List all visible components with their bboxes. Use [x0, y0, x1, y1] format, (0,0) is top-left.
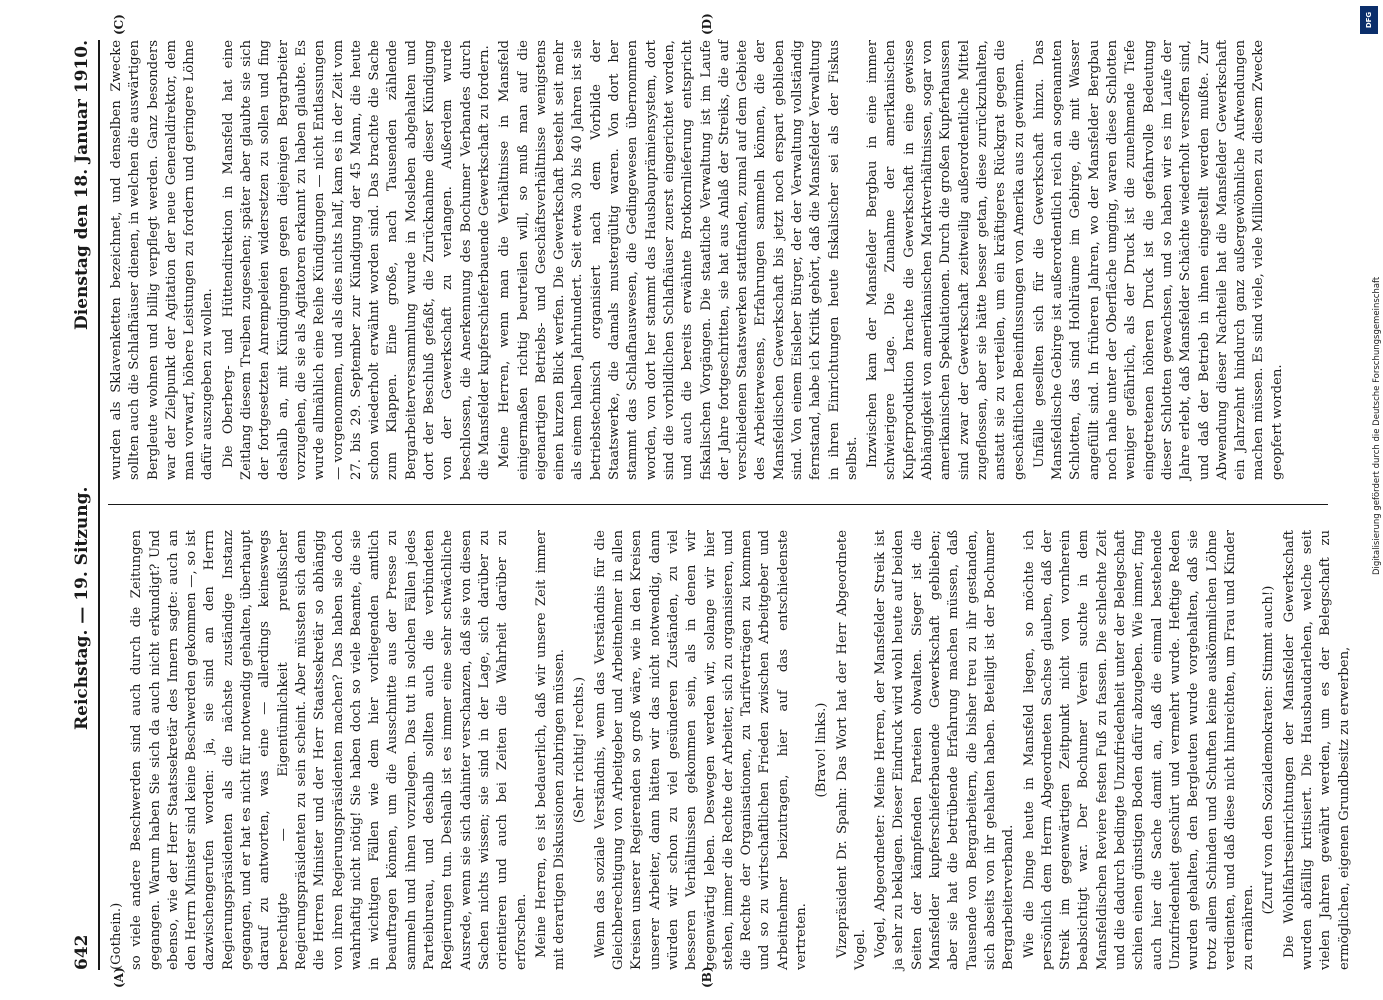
paragraph: wurden als Sklavenketten bezeichnet, und denselben Zwecke sollten auch die Schlafhäuser dienen, in welchen die auswärtigen Bergleute wohnen und billig verpflegt werden. Ganz besonders war der Zielpunkt der Agitation der neue Generaldirektor, dem man vorwarf, höhere Leistungen zu fordern und geringere Löhne dafür auszugeben zu wollen. — [109, 40, 216, 480]
column-divider — [108, 504, 1328, 505]
page-header — [70, 40, 100, 970]
paragraph: so viele andere Beschwerden sind auch durch die Zeitungen gegangen. Warum haben Sie sich da auch nicht erkundigt? Und ebenso, wie der Herr Staatssekretär des Innern sagte: auch an den Herrn Minister sind keine Beschwerden gekommen —, so ist dazwischengerufen worden: ja, sie sind an den Herrn Regierungspräsidenten als die nächste zuständige Instanz gegangen, und er hat es nicht für notwendig gehalten, überhaupt darauf zu antworten, was eine — allerdings keineswegs berechtigte — Eigentümlichkeit preußischer Regierungspräsidenten zu sein scheint. Aber müssten sich denn die Herren Minister und der Herr Staatssekretär so abhängig von ihren Regierungspräsidenten machen? Das haben sie doch wahrhaftig nicht nötig! Sie haben doch so viele Beamte, die sie in wichtigen Fällen wie dem hier vorliegenden amtlich beauftragen können, um die Ausschnitte aus der Presse zu sammeln und ihnen vorzulegen. Das tut in solchen Fällen jedes Parteibureau, und deshalb sollten auch die verbündeten Regierungen tun. Deshalb ist es immer eine sehr schwächliche Ausrede, wenn sie sich dahinter verschanzen, daß sie von diesen Sachen nichts wissen; sie sind in der Lage, sich darüber zu orientieren und auch bei Zeiten die Wahrheit darüber zu erforschen. — [129, 530, 529, 970]
left-column — [108, 530, 1352, 970]
paragraph: Unfälle gesellten sich für die Gewerkschaft hinzu. Das Mansfeldische Gebirge ist außerordentlich reich an sogenannten Schlotten, das sind Hohlräume im Gebirge, die mit Wasser angefüllt sind. In früheren Jahren, wo der Mansfelder Bergbau noch nahe unter der Oberfläche umging, waren diese Schlotten weniger gefährlich, als der Druck ist die zunehmende Tiefe eingetretenen höheren Druck ist die gefahrvolle Bedeutung dieser Schlotten gewachsen, und so haben wir es im Laufe der Jahre erlebt, daß Mansfelder Schächte wiederholt versoffen sind, und daß der Betrieb in ihnen eingestellt werden mußte. Zur Abwendung dieser Nachteile hat die Mansfelder Gewerkschaft ein Jahrzehnt hindurch ganz außergewöhnliche Aufwendungen machen müssen. Es sind viele, viele Millionen zu diesem Zwecke geopfert worden. — [1031, 40, 1285, 480]
right-column — [108, 40, 1328, 480]
paragraph: Wenn das soziale Verständnis, wenn das Verständnis für die Gleichberechtigung von Arbeitgeber und Arbeitnehmer in allen Kreisen unserer Regierenden so groß wäre, wie in den Kreisen unserer Arbeiter, dann hätten wir das nicht notwendig, dann würden wir schon zu viel gesünderen Zuständen, zu viel besseren Verhältnissen gekommen sein, als in denen wir gegenwärtig leben. Deswegen werden wir, solange wir hier stehen, immer die Rechte der Arbeiter, sich zu organisieren, und die Rechte der Organisationen, zu Tarifverträgen zu kommen und so zu wirtschaftlichen Frieden zwischen Arbeitgeber und Arbeitnehmer beizutragen, hier auf das entschiedenste vertreten. — [592, 530, 809, 970]
speaker-tag: (Gothein.) — [109, 902, 124, 970]
interjection: (Bravo! links.) — [814, 702, 830, 798]
digitization-credit: Digitalisierung gefördert durch die Deutsche Forschungsgemeinschaft — [1372, 276, 1382, 575]
page-number: 642 — [72, 934, 92, 970]
margin-marker-c: (C) — [112, 14, 126, 35]
paragraph: Die Oberberg- und Hüttendirektion in Mansfeld hat eine Zeitlang diesem Treiben zugesehen; später aber glaubte sie sich der fortgesetzten Anrempeleien widersetzen zu sollen und fing deshalb an, mit Kündigungen gegen diejenigen Bergarbeiter vorzugehen, die sie als Agitatoren erkannt zu haben glaubte. Es wurde allmählich eine Reihe Kündigungen — nicht Entlassungen — vorgenommen, und als dies nichts half, kam es in der Zeit vom 27. bis 29. September zur Kündigung der 45 Mann, die heute schon wiederholt erwähnt worden sind. Das brachte die Sache zum Klappen. Eine große, nach Tausenden zählende Bergarbeiterversammlung wurde in Mosleben abgehalten und dort der Beschluß gefaßt, die Zurücknahme dieser Kündigung von der Gewerkschaft zu verlangen. Außerdem wurde beschlossen, die Anerkennung des Bochumer Verbandes durch die Mansfelder kupferschieferbauende Gewerkschaft zu fordern. — [220, 40, 492, 480]
margin-marker-d: (D) — [700, 13, 714, 35]
paragraph: Vizepräsident Dr. Spahn: Das Wort hat der Herr Abgeordnete Vogel. — [834, 530, 868, 970]
margin-marker-a: (A) — [112, 967, 126, 988]
header-left-title: Reichstag. — 19. Sitzung. — [72, 486, 92, 730]
paragraph: Die Wohlfahrtseinrichtungen der Mansfelder Gewerkschaft wurden abfällig kritisiert. Die Hausbaudarlehen, welche seit vielen Jahren gewährt werden, um es der Belegschaft zu ermöglichen, eigenen Grundbesitz zu erwerben, — [1281, 530, 1352, 970]
interjection: (Sehr richtig! rechts.) — [572, 676, 588, 824]
dfg-logo — [1360, 6, 1378, 34]
header-rule — [98, 40, 100, 970]
paragraph: Meine Herren, wenn man die Verhältnisse in Mansfeld einigermaßen richtig beurteilen will, so muß man auf die eigenartigen Betriebs- und Geschäftsverhältnisse wenigstens einen kurzen Blick werfen. Die Gewerkschaft besteht seit mehr als einem halben Jahrhundert. Seit etwa 30 bis 40 Jahren ist sie betriebstechnisch organisiert nach dem Vorbilde der Staatswerke, die damals mustergültig waren. Von dort her stammt das Schlafhauswesen, die Gedingewesen übernommen worden, von dort her stammt das Hausbauprämiensystem, dort sind die vorbildlichen Schlafhäuser zuerst eingerichtet worden, und auch die bereits erwähnte Brotkornlieferung entspricht fiskalischen Vorgängen. Die staatliche Verwaltung ist im Laufe der Jahre fortgeschritten, sie hat aus Anlaß der Streiks, die auf verschiedenen Staatswerken stattfanden, zumal auf dem Gebiete des Arbeiterwesens, Erfahrungen sammeln können, die der Mansfeldischen Gewerkschaft bis jetzt noch erspart geblieben sind. Von einem Eisleber Bürger, der der Verwaltung vollständig fernstand, habe ich Kritik gehört, daß die Mansfelder Verwaltung in ihren Einrichtungen heute fiskalischer sei als der Fiskus selbst. — [497, 40, 860, 480]
margin-marker-b: (B) — [700, 966, 714, 988]
dfg-logo-text: DFG — [1365, 11, 1373, 29]
paragraph: Vogel, Abgeordneter: Meine Herren, der Mansfelder Streik ist ja sehr zu beklagen. Dieser Eindruck wird wohl heute auf beiden Seiten der kämpfenden Parteien obwalten. Sieger ist die Mansfelder kupferschieferbauende Gewerkschaft geblieben; aber sie hat die betrübende Erfahrung machen müssen, daß Tausende von Bergarbeitern, die bisher treu zu ihr gestanden, sich abseits von ihr gehalten haben. Beteiligt ist der Bochumer Bergarbeiterverband. — [873, 530, 1017, 970]
paragraph: Meine Herren, es ist bedauerlich, daß wir unsere Zeit immer mit derartigen Diskussionen zubringen müssen. — [533, 530, 568, 970]
header-date: Dienstag den 18. Januar 1910. — [72, 40, 92, 330]
interjection: (Zuruf von den Sozialdemokraten: Stimmt auch!) — [1261, 585, 1277, 915]
paragraph: Inzwischen kam der Mansfelder Bergbau in eine immer schwierigere Lage. Die Zunahme der amerikanischen Kupferproduktion brachte die Gewerkschaft in eine gewisse Abhängigkeit von amerikanischen Marktverhältnissen, sogar von amerikanischen Spekulationen. Durch die großen Kupferhaussen sind zwar der Gewerkschaft zeitweilig außerordentliche Mittel zugeflossen, aber sie hätte besser getan, diese zurückzuhalten, anstatt sie zu verteilen, um ein kräftigeres Rückgrat gegen die geschäftlichen Beeinflussungen von Amerika aus zu gewinnen. — [865, 40, 1027, 480]
paragraph: Wie die Dinge heute in Mansfeld liegen, so möchte ich persönlich dem Herrn Abgeordneten Sachse glauben, daß der Streik im gegenwärtigen Zeitpunkt nicht von vornherein beabsichtigt war. Der Bochumer Verein suchte in dem Mansfeldischen Reviere festen Fuß zu fassen. Die schlechte Zeit und die dadurch bedingte Unzufriedenheit unter der Belegschaft schien einen günstigen Boden dafür abzugeben. Wie immer, fing auch hier die Sache damit an, daß die einmal bestehende Unzufriedenheit geschürt und vermehrt wurde. Heftige Reden wurden gehalten, den Bergleuten wurde vorgehalten, daß sie trotz allem Schinden und Schuften keine auskömmlichen Löhne verdienten, und daß diese nicht hinreichten, um Frau und Kinder zu ernähren. — [1021, 530, 1257, 970]
